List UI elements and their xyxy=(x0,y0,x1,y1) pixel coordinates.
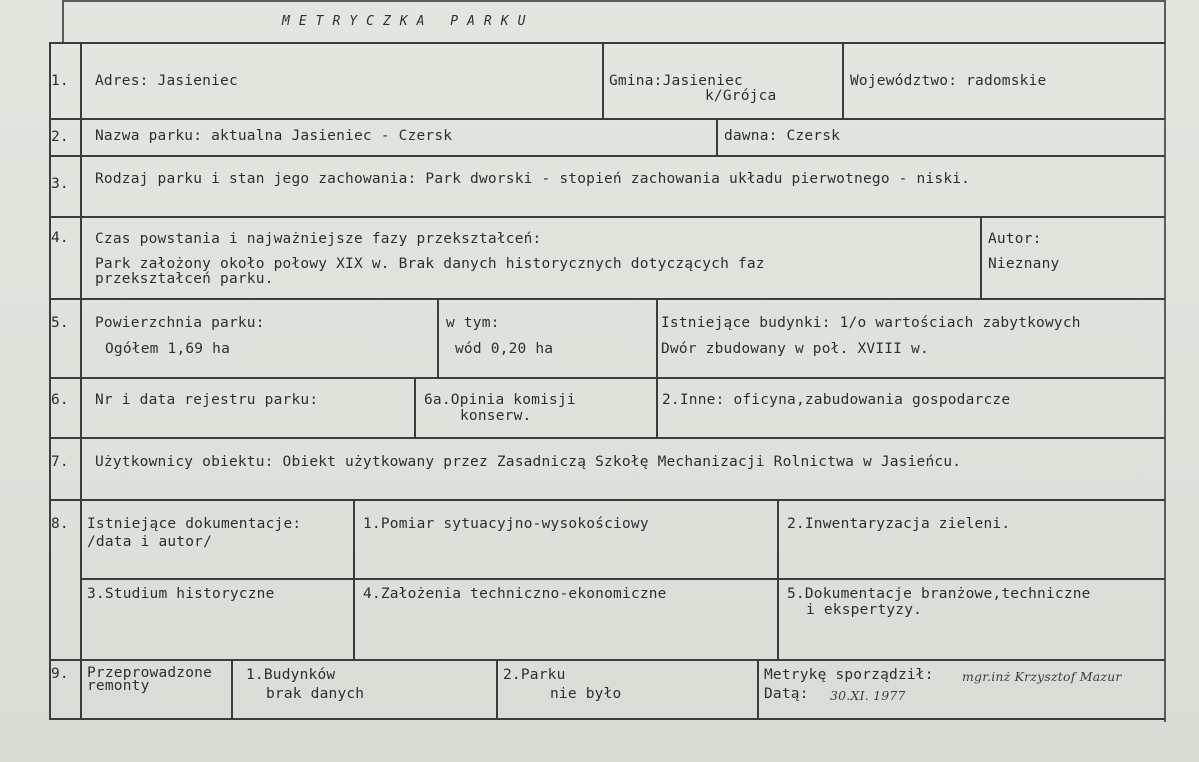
cell-divider xyxy=(231,659,233,718)
row-number: 5. xyxy=(51,315,69,331)
gmina-field: Gmina:Jasieniec xyxy=(609,73,743,89)
cell-divider xyxy=(777,499,779,659)
row-divider xyxy=(49,377,1165,379)
cell-divider xyxy=(414,377,416,437)
row-number: 2. xyxy=(51,129,69,145)
author-value: Nieznany xyxy=(988,256,1060,272)
cell-divider xyxy=(496,659,498,718)
former-name-field: dawna: Czersk xyxy=(724,128,841,144)
doc-item-1: 1.Pomiar sytuacyjno-wysokościowy xyxy=(363,516,649,532)
row-divider xyxy=(49,298,1165,300)
row-number: 8. xyxy=(51,516,69,532)
row-number: 4. xyxy=(51,230,69,246)
commission-opinion-line2: konserw. xyxy=(460,408,532,424)
documentation-label-line2: /data i autor/ xyxy=(87,534,213,550)
form-title: METRYCZKA PARKU xyxy=(282,14,535,29)
row-number: 3. xyxy=(51,176,69,192)
commission-opinion: 6a.Opinia komisji xyxy=(424,392,576,408)
date-value: 30.XI. 1977 xyxy=(830,688,906,703)
doc-item-4: 4.Założenia techniczno-ekonomiczne xyxy=(363,586,667,602)
buildings-repairs-label: 1.Budynków xyxy=(246,667,336,683)
row-divider xyxy=(49,659,1165,661)
row-divider xyxy=(49,216,1165,218)
history-label: Czas powstania i najważniejsze fazy przekształceń: xyxy=(95,231,542,247)
history-text-line2: przekształceń parku. xyxy=(95,271,274,287)
doc-item-3: 3.Studium historyczne xyxy=(87,586,275,602)
history-text-line1: Park założony około połowy XIX w. Brak danych historycznych dotyczących faz xyxy=(95,256,765,272)
other-buildings: 2.Inne: oficyna,zabudowania gospodarcze xyxy=(662,392,1011,408)
date-label: Datą: xyxy=(764,686,809,702)
outer-border-top xyxy=(62,0,1166,2)
repairs-label: Przeprowadzone xyxy=(87,665,213,681)
cell-divider xyxy=(437,298,439,377)
cell-divider xyxy=(353,499,355,659)
cell-divider xyxy=(716,118,718,155)
prepared-by-label: Metrykę sporządził: xyxy=(764,667,934,683)
park-repairs-label: 2.Parku xyxy=(503,667,566,683)
park-type-field: Rodzaj parku i stan jego zachowania: Park dworski - stopień zachowania układu pierwotnego - niski. xyxy=(95,171,971,187)
row-number: 1. xyxy=(51,73,69,89)
water-area-value: wód 0,20 ha xyxy=(455,341,554,357)
row-divider xyxy=(49,437,1165,439)
voivodeship-field: Województwo: radomskie xyxy=(850,73,1047,89)
address-field: Adres: Jasieniec xyxy=(95,73,238,89)
number-column-right xyxy=(80,42,82,719)
doc-item-2: 2.Inwentaryzacja zieleni. xyxy=(787,516,1011,532)
area-label: Powierzchnia parku: xyxy=(95,315,265,331)
row-divider xyxy=(49,499,1165,501)
buildings-label: Istniejące budynki: 1/o wartościach zabytkowych xyxy=(661,315,1081,331)
row-number: 9. xyxy=(51,666,69,682)
row-number: 7. xyxy=(51,454,69,470)
row-divider xyxy=(80,578,1165,580)
area-value: Ogółem 1,69 ha xyxy=(105,341,231,357)
cell-divider xyxy=(602,42,604,118)
register-label: Nr i data rejestru parku: xyxy=(95,392,319,408)
repairs-label-line2: remonty xyxy=(87,678,150,694)
author-label: Autor: xyxy=(988,231,1042,247)
cell-divider xyxy=(980,216,982,298)
row-divider xyxy=(49,118,1165,120)
park-name-field: Nazwa parku: aktualna Jasieniec - Czersk xyxy=(95,128,453,144)
row-number: 6. xyxy=(51,392,69,408)
cell-divider xyxy=(656,298,658,437)
buildings-value: Dwór zbudowany w poł. XVIII w. xyxy=(661,341,929,357)
buildings-repairs-value: brak danych xyxy=(266,686,365,702)
including-label: w tym: xyxy=(446,315,500,331)
users-field: Użytkownicy obiektu: Obiekt użytkowany przez Zasadniczą Szkołę Mechanizacji Rolnictwa w Jasieńcu. xyxy=(95,454,962,470)
row-divider xyxy=(49,155,1165,157)
outer-border-right xyxy=(1164,0,1166,722)
outer-border-left xyxy=(62,0,64,42)
row-divider xyxy=(49,718,1165,720)
prepared-by-signature: mgr.inż Krzysztof Mazur xyxy=(962,669,1122,684)
row-divider xyxy=(49,42,1165,44)
park-repairs-value: nie było xyxy=(550,686,622,702)
cell-divider xyxy=(757,659,759,718)
doc-item-5: 5.Dokumentacje branżowe,techniczne xyxy=(787,586,1091,602)
gmina-field-line2: k/Grójca xyxy=(705,88,777,104)
documentation-label: Istniejące dokumentacje: xyxy=(87,516,302,532)
cell-divider xyxy=(842,42,844,118)
doc-item-5-line2: i ekspertyzy. xyxy=(806,602,923,618)
